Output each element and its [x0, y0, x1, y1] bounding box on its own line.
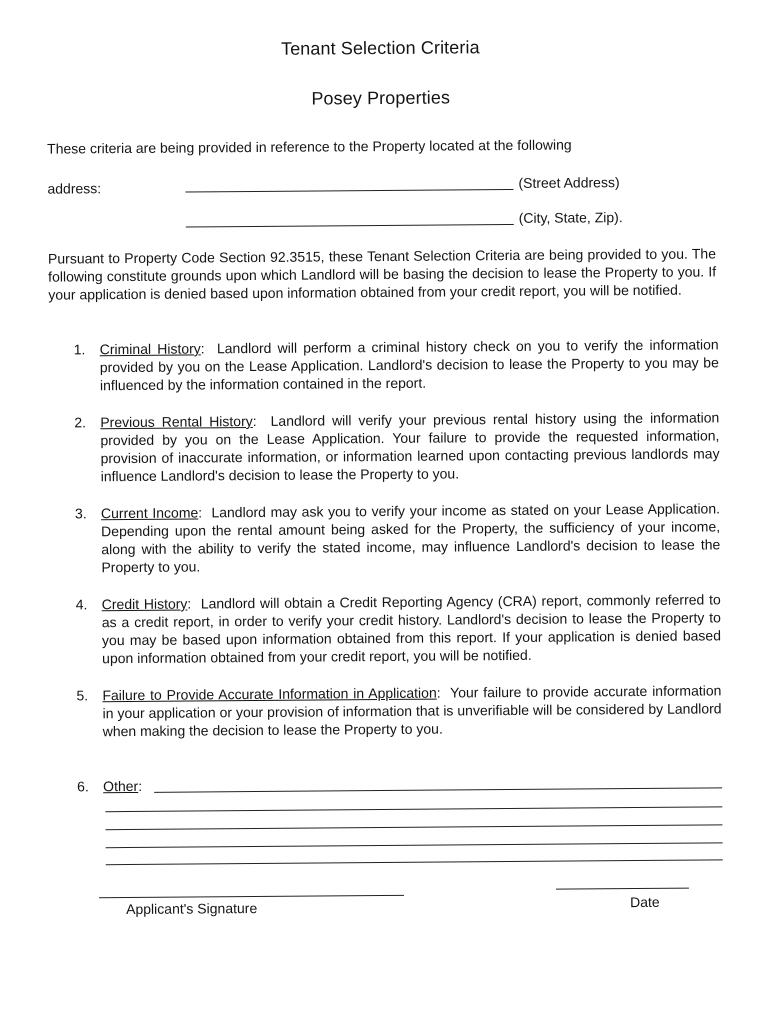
city-state-zip-line[interactable]	[186, 224, 514, 228]
intro-text: These criteria are being provided in reference to the Property located at the following	[47, 136, 572, 157]
criteria-list	[74, 335, 722, 759]
item-number: 4.	[75, 596, 88, 613]
other-line-1[interactable]	[154, 787, 722, 792]
other-heading: Other	[103, 777, 139, 795]
item-text: Landlord will obtain a Credit Reporting Agency (CRA) report, commonly referred to as a credit report, in order to verify your credit history. Landlord's decision to lease the Property to you may be based upon information obtained from this report. If your application is denied based upon information obtained from your credit report, you will be notified.	[101, 591, 722, 667]
address-label: address:	[47, 180, 102, 197]
date-line[interactable]	[556, 888, 689, 890]
item-heading: Previous Rental History	[100, 413, 253, 431]
street-address-line[interactable]	[185, 189, 513, 193]
item-heading: Failure to Provide Accurate Information in Application	[102, 684, 437, 704]
other-line-4[interactable]	[106, 842, 723, 848]
company-name: Posey Properties	[311, 87, 451, 109]
item-body: Current Income: Landlord may ask you to verify your income as stated on your Lease Application. Depending upon the rental amount being asked for the Property, the sufficiency of your income, along with the ability to verify the stated income, may influence Landlord's decision to lease the Property to you.	[100, 500, 721, 576]
item-number: 5.	[76, 687, 89, 704]
other-line-2[interactable]	[105, 806, 722, 812]
other-line-5[interactable]	[106, 859, 723, 865]
applicant-signature-label: Applicant's Signature	[126, 900, 258, 918]
applicant-signature-line[interactable]	[99, 895, 404, 898]
item-heading: Credit History	[101, 595, 188, 613]
criteria-item-previous-rental-history	[74, 408, 720, 485]
item-text: Your failure to provide accurate information in your application or your provision of information that is unverifiable will be considered by Landlord when making the decision to lease the Property to you.	[102, 682, 722, 740]
other-section: 6. Other:	[77, 777, 143, 795]
item-number: 2.	[74, 414, 87, 431]
item-text: Landlord may ask you to verify your income as stated on your Lease Application. Depending upon the rental amount being asked for the Property, the sufficiency of your income, along with the ability to verify the stated income, may influence Landlord's decision to lease the Property to you.	[101, 500, 721, 576]
pursuant-paragraph: Pursuant to Property Code Section 92.3515, these Tenant Selection Criteria are being provided to you. The following constitute grounds upon which Landlord will be basing the decision to lease the Property to you. If your application is denied based upon information obtained from your credit report, you will be notified.	[47, 245, 717, 303]
item-heading: Current Income	[100, 504, 199, 522]
street-address-caption: (Street Address)	[518, 174, 620, 191]
item-text: Landlord will verify your previous rental history using the information provided by you on the Lease Application. Your failure to provide the requested information, provision of inaccurate information, or information learned upon contacting previous landlords may influence Landlord's decision to lease the Property to you.	[100, 409, 720, 485]
item-body: Criminal History: Landlord will perform a criminal history check on you to verify the information provided by you on the Lease Application. Landlord's decision to lease the Property to you may be influenced by the information contained in the report.	[99, 336, 719, 394]
criteria-item-credit-history	[76, 590, 722, 667]
document-title: Tenant Selection Criteria	[280, 37, 480, 59]
other-number: 6.	[77, 778, 89, 795]
item-body: Credit History: Landlord will obtain a Credit Reporting Agency (CRA) report, commonly referred to as a credit report, in order to verify your credit history. Landlord's decision to lease the Property to you may be based upon information obtained from this report. If your application is denied based upon information obtained from your credit report, you will be notified.	[101, 591, 722, 667]
city-state-zip-caption: (City, State, Zip).	[518, 209, 623, 226]
item-heading: Criminal History	[99, 340, 201, 358]
other-line-3[interactable]	[105, 824, 722, 830]
criteria-item-current-income	[75, 499, 721, 576]
date-label: Date	[630, 893, 660, 911]
item-body: Failure to Provide Accurate Information in Application: Your failure to provide accurate information in your application or your provision of information that is unverifiable will be considered by Landlord when making the decision to lease the Property to you.	[102, 682, 722, 740]
criteria-item-criminal-history	[74, 335, 719, 394]
criteria-item-failure-to-provide	[76, 681, 721, 740]
item-text: Landlord will perform a criminal history check on you to verify the information provided by you on the Lease Application. Landlord's decision to lease the Property to you may be influenced by the information contained in the report.	[99, 336, 719, 394]
item-number: 1.	[73, 341, 86, 358]
item-number: 3.	[74, 505, 87, 522]
item-body: Previous Rental History: Landlord will verify your previous rental history using the information provided by you on the Lease Application. Your failure to provide the requested information, provision of inaccurate information, or information learned upon contacting previous landlords may influence Landlord's decision to lease the Property to you.	[100, 409, 720, 485]
